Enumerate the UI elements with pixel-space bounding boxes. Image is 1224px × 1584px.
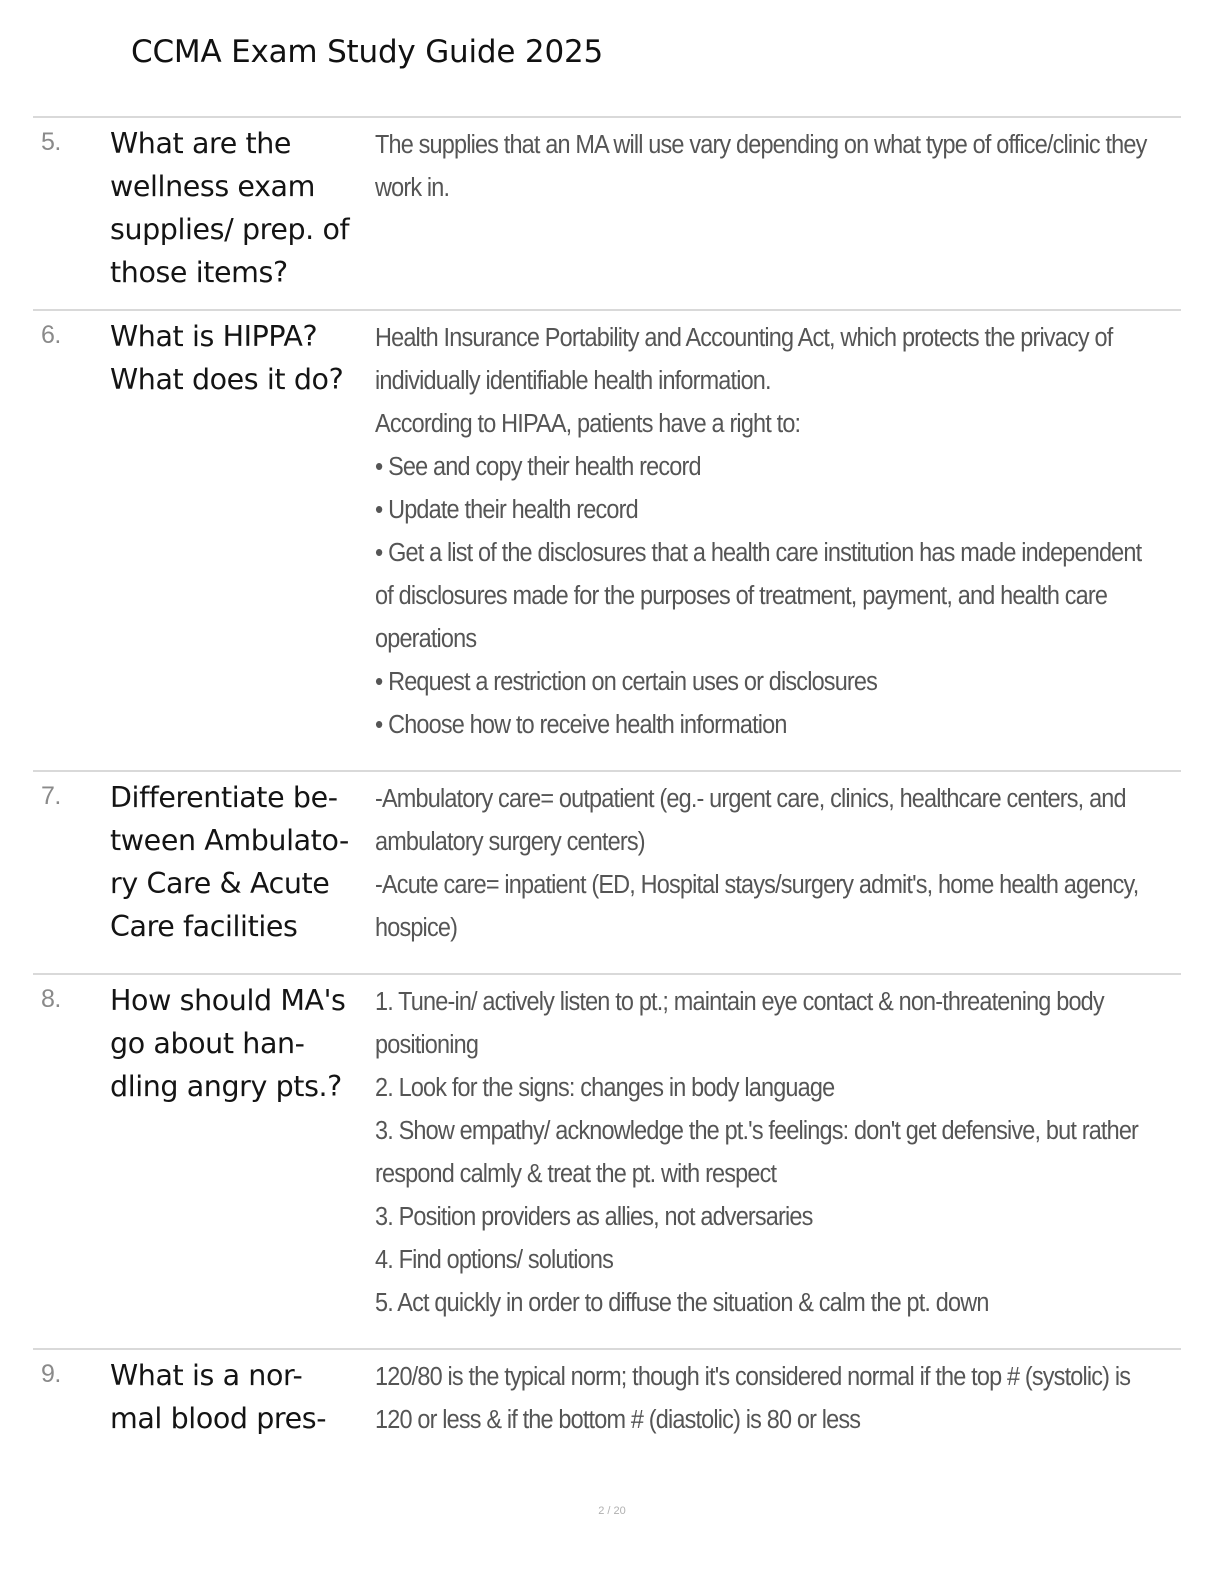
question-line: How should MA's	[110, 984, 346, 1017]
flashcard-8	[33, 973, 1181, 1348]
card-question	[110, 122, 372, 294]
card-number: 9.	[41, 1360, 61, 1388]
answer-line: -Ambulatory care= outpatient (eg.- urgent care, clinics, healthcare centers, and	[375, 785, 1126, 813]
answer-line: -Acute care= inpatient (ED, Hospital stays/surgery admit's, home health agency,	[375, 871, 1139, 899]
question-line: What does it do?	[110, 363, 344, 396]
page-number: 2 / 20	[598, 1505, 626, 1517]
card-question	[110, 776, 372, 948]
question-line: tween Ambulato-	[110, 824, 349, 857]
answer-line: ambulatory surgery centers)	[375, 828, 645, 856]
question-line: Care facilities	[110, 910, 298, 943]
card-answer	[375, 317, 1142, 747]
answer-line: The supplies that an MA will use vary depending on what type of office/clinic they	[375, 131, 1147, 159]
card-answer	[375, 981, 1139, 1325]
flashcard-7	[33, 770, 1181, 973]
question-line: go about han-	[110, 1027, 305, 1060]
answer-line: 120 or less & if the bottom # (diastolic) is 80 or less	[375, 1406, 861, 1434]
card-question	[110, 1354, 372, 1440]
answer-line: 1. Tune-in/ actively listen to pt.; maintain eye contact & non-threatening body	[375, 988, 1104, 1016]
answer-line: 3. Show empathy/ acknowledge the pt.'s feelings: don't get defensive, but rather	[375, 1117, 1139, 1145]
question-line: wellness exam	[110, 170, 315, 203]
card-number: 6.	[41, 321, 61, 349]
answer-line: respond calmly & treat the pt. with respect	[375, 1160, 777, 1188]
document-title: CCMA Exam Study Guide 2025	[131, 34, 604, 70]
card-question	[110, 315, 372, 401]
answer-line: work in.	[375, 174, 450, 202]
answer-line: operations	[375, 625, 477, 653]
answer-line: 3. Position providers as allies, not adversaries	[375, 1203, 813, 1231]
card-answer	[375, 778, 1139, 950]
answer-line: 120/80 is the typical norm; though it's considered normal if the top # (systolic) is	[375, 1363, 1131, 1391]
flashcard-5	[33, 116, 1181, 309]
answer-line: According to HIPAA, patients have a right to:	[375, 410, 801, 438]
question-line: dling angry pts.?	[110, 1070, 342, 1103]
card-question	[110, 979, 372, 1108]
flashcard-6	[33, 309, 1181, 770]
answer-line: 2. Look for the signs: changes in body language	[375, 1074, 835, 1102]
question-line: What are the	[110, 127, 292, 160]
flashcard-9	[33, 1348, 1181, 1458]
question-line: ry Care & Acute	[110, 867, 330, 900]
question-line: Differentiate be-	[110, 781, 338, 814]
answer-line: 5. Act quickly in order to diffuse the situation & calm the pt. down	[375, 1289, 989, 1317]
answer-line: 4. Find options/ solutions	[375, 1246, 613, 1274]
card-answer	[375, 1356, 1131, 1442]
question-line: those items?	[110, 256, 288, 289]
answer-line: • Choose how to receive health information	[375, 711, 787, 739]
answer-line: of disclosures made for the purposes of treatment, payment, and health care	[375, 582, 1108, 610]
answer-line: individually identifiable health information.	[375, 367, 771, 395]
answer-line: positioning	[375, 1031, 479, 1059]
answer-line: Health Insurance Portability and Accounting Act, which protects the privacy of	[375, 324, 1113, 352]
answer-line: • Get a list of the disclosures that a health care institution has made independent	[375, 539, 1142, 567]
card-answer	[375, 124, 1147, 210]
answer-line: • Update their health record	[375, 496, 638, 524]
question-line: supplies/ prep. of	[110, 213, 350, 246]
card-number: 7.	[41, 782, 61, 810]
question-line: What is a nor-	[110, 1359, 303, 1392]
answer-line: • See and copy their health record	[375, 453, 701, 481]
answer-line: • Request a restriction on certain uses or disclosures	[375, 668, 878, 696]
answer-line: hospice)	[375, 914, 458, 942]
question-line: mal blood pres-	[110, 1402, 327, 1435]
card-number: 8.	[41, 985, 61, 1013]
question-line: What is HIPPA?	[110, 320, 318, 353]
card-number: 5.	[41, 128, 61, 156]
